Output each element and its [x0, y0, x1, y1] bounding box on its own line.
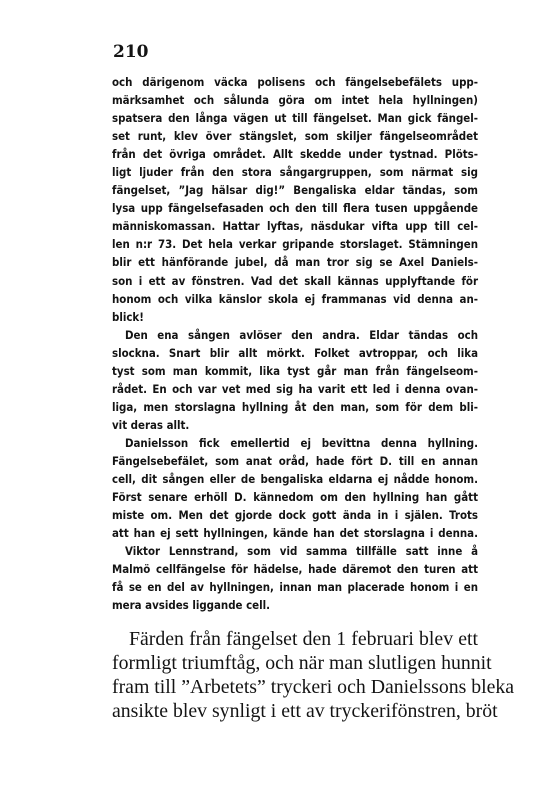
text-line: set runt, klev över stängslet, som skiljer fängelseområdet — [112, 129, 478, 144]
text-line: mera avsides liggande cell. — [112, 598, 271, 613]
text-line: lysa upp fängelsefasaden och den till flera tusen uppgående — [112, 201, 478, 216]
large-print-section — [112, 627, 515, 723]
text-line: märksamhet och sålunda göra om intet hela hyllningen) — [112, 93, 478, 108]
text-line: slockna. Snart blir allt mörkt. Folket avtroppar, och lika — [112, 345, 478, 360]
text-line: spatsera den långa vägen ut till fängelset. Man gick fängel- — [112, 111, 478, 126]
text-line: son i ett av fönstren. Vad det skall kännas upplyftande för — [112, 273, 478, 288]
text-line: rådet. En och var vet med sig ha varit ett led i denna ovan- — [112, 381, 478, 396]
text-line: miste om. Men det gjorde dock gott ända in i själen. Trots — [112, 508, 478, 523]
text-line: från det övriga området. Allt skedde under tystnad. Plöts- — [112, 147, 478, 162]
text-line: Först senare erhöll D. kännedom om den hyllning han gått — [112, 490, 478, 505]
text-line: ansikte blev synligt i ett av tryckerifönstren, bröt — [112, 700, 498, 722]
text-line: len n:r 73. Det hela verkar gripande storslaget. Stämningen — [112, 237, 478, 252]
text-line: formligt triumftåg, och när man slutligen hunnit — [112, 652, 492, 674]
text-line: fängelset, ”Jag hälsar dig!” Bengaliska eldar tändas, som — [112, 183, 478, 198]
text-line: cell, dit sången eller de bengaliska eldarna ej nådde honom. — [112, 472, 478, 487]
page-number: 210 — [113, 42, 149, 62]
text-line: Fängelsebefälet, som anat oråd, hade fört D. till en annan — [112, 453, 478, 468]
text-line: honom och vilka känslor skola ej frammanas vid denna an- — [112, 291, 478, 306]
text-line: Danielsson fick emellertid ej bevittna denna hyllning. — [125, 435, 478, 450]
text-line: människomassan. Hattar lyftas, näsdukar vifta upp till cel- — [112, 219, 478, 234]
text-line: blick! — [112, 309, 144, 324]
text-line: Färden från fängelset den 1 februari blev ett — [129, 628, 478, 650]
text-line: Malmö cellfängelse för hädelse, hade däremot den turen att — [112, 562, 478, 577]
text-line: tyst som man kommit, lika tyst går man från fängelseom- — [112, 363, 478, 378]
text-line: få se en del av hyllningen, innan man placerade honom i en — [112, 580, 478, 595]
text-line: fram till ”Arbetets” tryckeri och Danielssons bleka — [112, 676, 515, 698]
text-line: att han ej sett hyllningen, kände han det storslagna i denna. — [112, 526, 478, 541]
text-line: och därigenom väcka polisens och fängelsebefälets upp- — [112, 75, 478, 89]
text-line: vit deras allt. — [112, 417, 190, 432]
text-line: Viktor Lennstrand, som vid samma tillfälle satt inne å — [125, 544, 478, 559]
text-line: ligt ljuder från den stora sångargruppen, som närmat sig — [112, 165, 478, 180]
text-line: blir ett hänförande jubel, då man tror sig se Axel Daniels- — [112, 255, 478, 270]
text-line: liga, men storslagna hyllning åt den man, som för dem bli- — [112, 399, 478, 414]
text-line: Den ena sången avlöser den andra. Eldar tändas och — [125, 327, 478, 342]
small-print-section — [112, 73, 478, 614]
